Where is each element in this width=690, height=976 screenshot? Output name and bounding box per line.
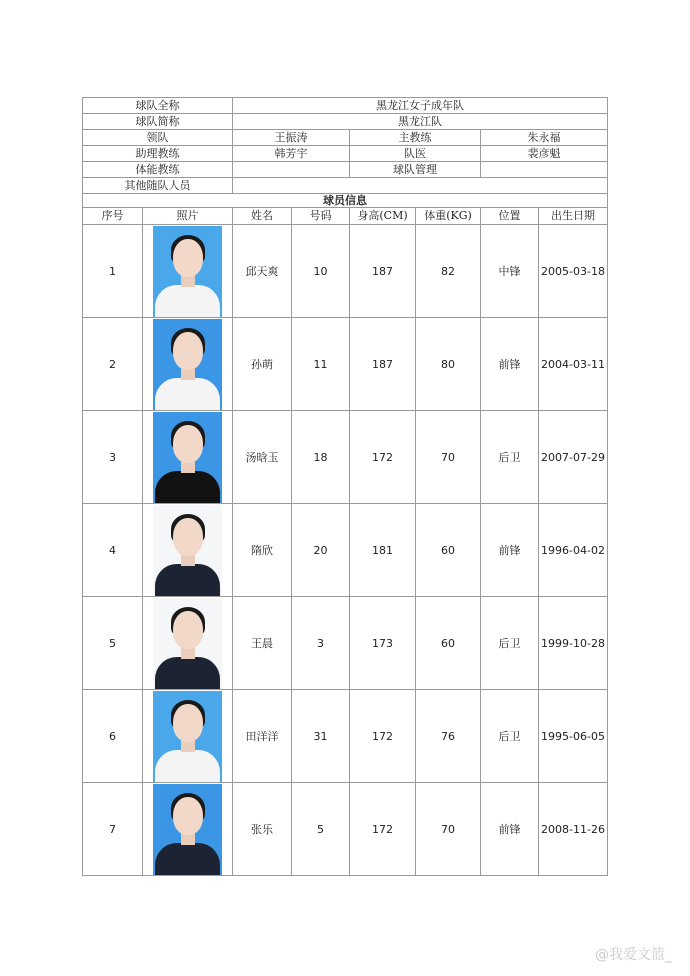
player-name: 田洋洋 (233, 690, 292, 783)
player-photo-cell (143, 504, 233, 597)
col-header-weight: 体重(KG) (416, 208, 481, 225)
management-value (481, 162, 608, 178)
player-number: 31 (292, 690, 350, 783)
section-title: 球员信息 (83, 194, 608, 208)
player-photo-cell (143, 783, 233, 876)
row-others (83, 178, 608, 194)
assistant-label: 助理教练 (83, 146, 233, 162)
col-header-position: 位置 (481, 208, 539, 225)
player-photo-cell (143, 225, 233, 318)
player-photo-cell (143, 690, 233, 783)
player-weight: 76 (416, 690, 481, 783)
full-name-value: 黑龙江女子成年队 (233, 98, 608, 114)
player-number: 20 (292, 504, 350, 597)
row-full-name (83, 98, 608, 114)
player-photo (153, 226, 222, 317)
player-photo (153, 598, 222, 689)
player-row (83, 504, 608, 597)
col-header-name: 姓名 (233, 208, 292, 225)
assistant-value: 韩芳宇 (233, 146, 350, 162)
player-weight: 70 (416, 411, 481, 504)
player-name: 王晨 (233, 597, 292, 690)
player-row (83, 411, 608, 504)
player-no: 7 (83, 783, 143, 876)
row-short-name (83, 114, 608, 130)
player-position: 中锋 (481, 225, 539, 318)
player-no: 6 (83, 690, 143, 783)
watermark: @我爱文篮_ (595, 947, 672, 963)
full-name-label: 球队全称 (83, 98, 233, 114)
player-position: 后卫 (481, 597, 539, 690)
player-no: 3 (83, 411, 143, 504)
player-name: 张乐 (233, 783, 292, 876)
player-weight: 60 (416, 504, 481, 597)
player-height: 172 (350, 690, 416, 783)
column-header-row (83, 208, 608, 225)
player-birth: 2008-11-26 (539, 783, 608, 876)
player-no: 5 (83, 597, 143, 690)
row-leader (83, 130, 608, 146)
player-number: 3 (292, 597, 350, 690)
player-row (83, 690, 608, 783)
leader-label: 领队 (83, 130, 233, 146)
player-name: 汤晗玉 (233, 411, 292, 504)
player-photo-cell (143, 411, 233, 504)
col-header-number: 号码 (292, 208, 350, 225)
player-photo (153, 319, 222, 410)
section-row (83, 194, 608, 208)
player-number: 18 (292, 411, 350, 504)
others-value (233, 178, 608, 194)
player-photo-cell (143, 318, 233, 411)
others-label: 其他随队人员 (83, 178, 233, 194)
col-header-photo: 照片 (143, 208, 233, 225)
player-name: 孙萌 (233, 318, 292, 411)
player-number: 11 (292, 318, 350, 411)
row-assistant (83, 146, 608, 162)
head-coach-label: 主教练 (350, 130, 481, 146)
player-no: 4 (83, 504, 143, 597)
player-weight: 70 (416, 783, 481, 876)
col-header-height: 身高(CM) (350, 208, 416, 225)
player-birth: 1999-10-28 (539, 597, 608, 690)
player-photo (153, 505, 222, 596)
player-no: 1 (83, 225, 143, 318)
player-birth: 2004-03-11 (539, 318, 608, 411)
doctor-label: 队医 (350, 146, 481, 162)
player-name: 隋欣 (233, 504, 292, 597)
player-weight: 80 (416, 318, 481, 411)
head-coach-value: 朱永福 (481, 130, 608, 146)
player-number: 10 (292, 225, 350, 318)
player-photo (153, 784, 222, 875)
player-height: 187 (350, 318, 416, 411)
player-photo (153, 691, 222, 782)
player-number: 5 (292, 783, 350, 876)
player-photo (153, 412, 222, 503)
doctor-value: 裴彦魁 (481, 146, 608, 162)
player-row (83, 783, 608, 876)
player-birth: 2005-03-18 (539, 225, 608, 318)
player-birth: 1995-06-05 (539, 690, 608, 783)
player-height: 181 (350, 504, 416, 597)
player-birth: 1996-04-02 (539, 504, 608, 597)
leader-value: 王振涛 (233, 130, 350, 146)
col-header-birth: 出生日期 (539, 208, 608, 225)
player-position: 后卫 (481, 411, 539, 504)
player-height: 187 (350, 225, 416, 318)
player-height: 173 (350, 597, 416, 690)
short-name-label: 球队简称 (83, 114, 233, 130)
player-birth: 2007-07-29 (539, 411, 608, 504)
player-height: 172 (350, 411, 416, 504)
player-row (83, 225, 608, 318)
management-label: 球队管理 (350, 162, 481, 178)
player-name: 邱天爽 (233, 225, 292, 318)
player-height: 172 (350, 783, 416, 876)
player-position: 前锋 (481, 783, 539, 876)
player-row (83, 318, 608, 411)
player-row (83, 597, 608, 690)
player-position: 前锋 (481, 318, 539, 411)
fitness-label: 体能教练 (83, 162, 233, 178)
player-weight: 82 (416, 225, 481, 318)
short-name-value: 黑龙江队 (233, 114, 608, 130)
player-photo-cell (143, 597, 233, 690)
player-no: 2 (83, 318, 143, 411)
team-roster-table (82, 97, 608, 876)
player-position: 前锋 (481, 504, 539, 597)
player-position: 后卫 (481, 690, 539, 783)
col-header-no: 序号 (83, 208, 143, 225)
row-fitness (83, 162, 608, 178)
fitness-value (233, 162, 350, 178)
player-weight: 60 (416, 597, 481, 690)
